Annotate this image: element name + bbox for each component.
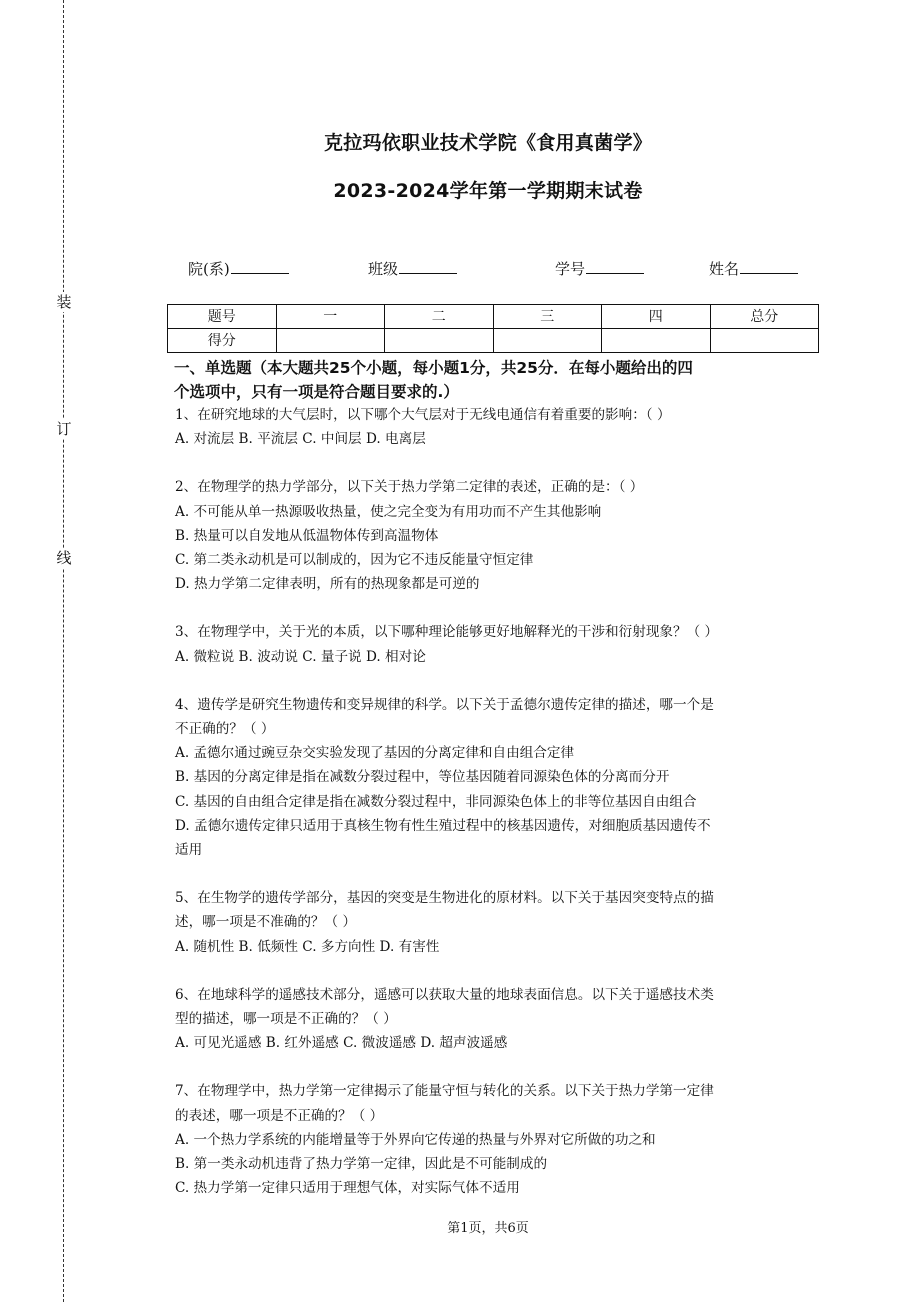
score-cell-2[interactable] <box>385 329 494 353</box>
question-stem: 4、遗传学是研究生物遗传和变异规律的科学。以下关于孟德尔遗传定律的描述，哪一个是 <box>175 696 714 713</box>
question-option: A. 随机性 B. 低频性 C. 多方向性 D. 有害性 <box>175 938 440 955</box>
question-stem: 6、在地球科学的遥感技术部分，遥感可以获取大量的地球表面信息。以下关于遥感技术类 <box>175 986 714 1003</box>
score-table-cell: 二 <box>385 305 494 329</box>
question-stem: 7、在物理学中，热力学第一定律揭示了能量守恒与转化的关系。以下关于热力学第一定律 <box>175 1083 714 1100</box>
score-cell-4[interactable] <box>602 329 711 353</box>
question-option: 适用 <box>175 842 203 859</box>
question-option: A. 一个热力学系统的内能增量等于外界向它传递的热量与外界对它所做的功之和 <box>175 1131 656 1148</box>
exam-title-line1: 克拉玛依职业技术学院《食用真菌学》 <box>323 132 653 154</box>
name-field[interactable] <box>709 258 798 279</box>
class-field[interactable] <box>368 258 457 279</box>
question-stem: 2、在物理学的热力学部分，以下关于热力学第二定律的表述，正确的是：（ ） <box>175 479 644 496</box>
binding-char-xian: 线 <box>56 549 72 567</box>
score-table-cell: 题号 <box>168 305 277 329</box>
question-option: C. 基因的自由组合定律是指在减数分裂过程中，非同源染色体上的非等位基因自由组合 <box>175 793 697 810</box>
question-option: A. 微粒说 B. 波动说 C. 量子说 D. 相对论 <box>175 648 426 665</box>
exam-title-line2: 2023-2024学年第一学期期末试卷 <box>333 180 643 202</box>
student-id-label: 学号 <box>555 260 586 278</box>
question-item <box>175 693 825 862</box>
question-option: B. 热量可以自发地从低温物体传到高温物体 <box>175 527 439 544</box>
student-id-field[interactable] <box>555 258 644 279</box>
page-footer: 第1页，共6页 <box>447 1221 529 1236</box>
class-blank[interactable] <box>399 258 457 274</box>
binding-char-zhuang: 装 <box>56 293 72 311</box>
question-item <box>175 1079 825 1200</box>
section1-heading-line2: 个选项中，只有一项是符合题目要求的.） <box>174 383 459 401</box>
score-table-cell: 三 <box>493 305 602 329</box>
question-stem: 1、在研究地球的大气层时，以下哪个大气层对于无线电通信有着重要的影响：（ ） <box>175 407 671 423</box>
department-field[interactable] <box>188 258 289 279</box>
question-item <box>175 886 825 959</box>
question-stem: 5、在生物学的遗传学部分，基因的突变是生物进化的原材料。以下关于基因突变特点的描 <box>175 890 714 907</box>
question-option: C. 热力学第一定律只适用于理想气体，对实际气体不适用 <box>175 1180 520 1197</box>
question-stem: 述，哪一项是不准确的？（ ） <box>175 914 357 931</box>
score-cell-1[interactable] <box>276 329 385 353</box>
question-item <box>175 620 825 668</box>
question-item <box>175 983 825 1056</box>
score-table-header-row <box>168 305 819 329</box>
score-table-cell: 四 <box>602 305 711 329</box>
name-blank[interactable] <box>740 258 798 274</box>
question-option: A. 对流层 B. 平流层 C. 中间层 D. 电离层 <box>175 431 426 448</box>
question-option: C. 第二类永动机是可以制成的，因为它不违反能量守恒定律 <box>175 552 534 569</box>
name-label: 姓名 <box>709 260 740 278</box>
department-label: 院(系) <box>188 260 230 278</box>
score-cell-3[interactable] <box>493 329 602 353</box>
section1-heading <box>174 356 824 404</box>
question-item <box>175 475 825 596</box>
score-table-cell: 总分 <box>710 305 819 329</box>
score-cell-total[interactable] <box>710 329 819 353</box>
question-option: D. 热力学第二定律表明，所有的热现象都是可逆的 <box>175 576 480 593</box>
question-stem: 型的描述，哪一项是不正确的？（ ） <box>175 1011 397 1028</box>
question-stem: 的表述，哪一项是不正确的？（ ） <box>175 1107 384 1124</box>
question-option: A. 不可能从单一热源吸收热量，使之完全变为有用功而不产生其他影响 <box>175 503 602 520</box>
question-list <box>175 403 825 1224</box>
student-id-blank[interactable] <box>586 258 644 274</box>
score-table <box>167 304 819 353</box>
department-blank[interactable] <box>231 258 289 274</box>
question-option: A. 可见光遥感 B. 红外遥感 C. 微波遥感 D. 超声波遥感 <box>175 1035 508 1052</box>
score-table-score-row <box>168 329 819 353</box>
score-table-cell: 一 <box>276 305 385 329</box>
class-label: 班级 <box>368 260 399 278</box>
student-info-row <box>0 258 920 280</box>
score-row-label: 得分 <box>168 329 277 353</box>
question-option: A. 孟德尔通过豌豆杂交实验发现了基因的分离定律和自由组合定律 <box>175 745 575 762</box>
question-option: B. 基因的分离定律是指在减数分裂过程中，等位基因随着同源染色体的分离而分开 <box>175 769 670 786</box>
question-option: D. 孟德尔遗传定律只适用于真核生物有性生殖过程中的核基因遗传，对细胞质基因遗传不 <box>175 817 711 834</box>
binding-char-ding: 订 <box>56 420 72 438</box>
question-option: B. 第一类永动机违背了热力学第一定律，因此是不可能制成的 <box>175 1156 548 1173</box>
question-stem: 3、在物理学中，关于光的本质，以下哪种理论能够更好地解释光的干涉和衍射现象？（ ） <box>175 624 719 641</box>
section1-heading-line1: 一、单选题（本大题共25个小题，每小题1分，共25分．在每小题给出的四 <box>174 359 693 377</box>
question-item <box>175 403 825 451</box>
question-stem: 不正确的？（ ） <box>175 721 275 738</box>
